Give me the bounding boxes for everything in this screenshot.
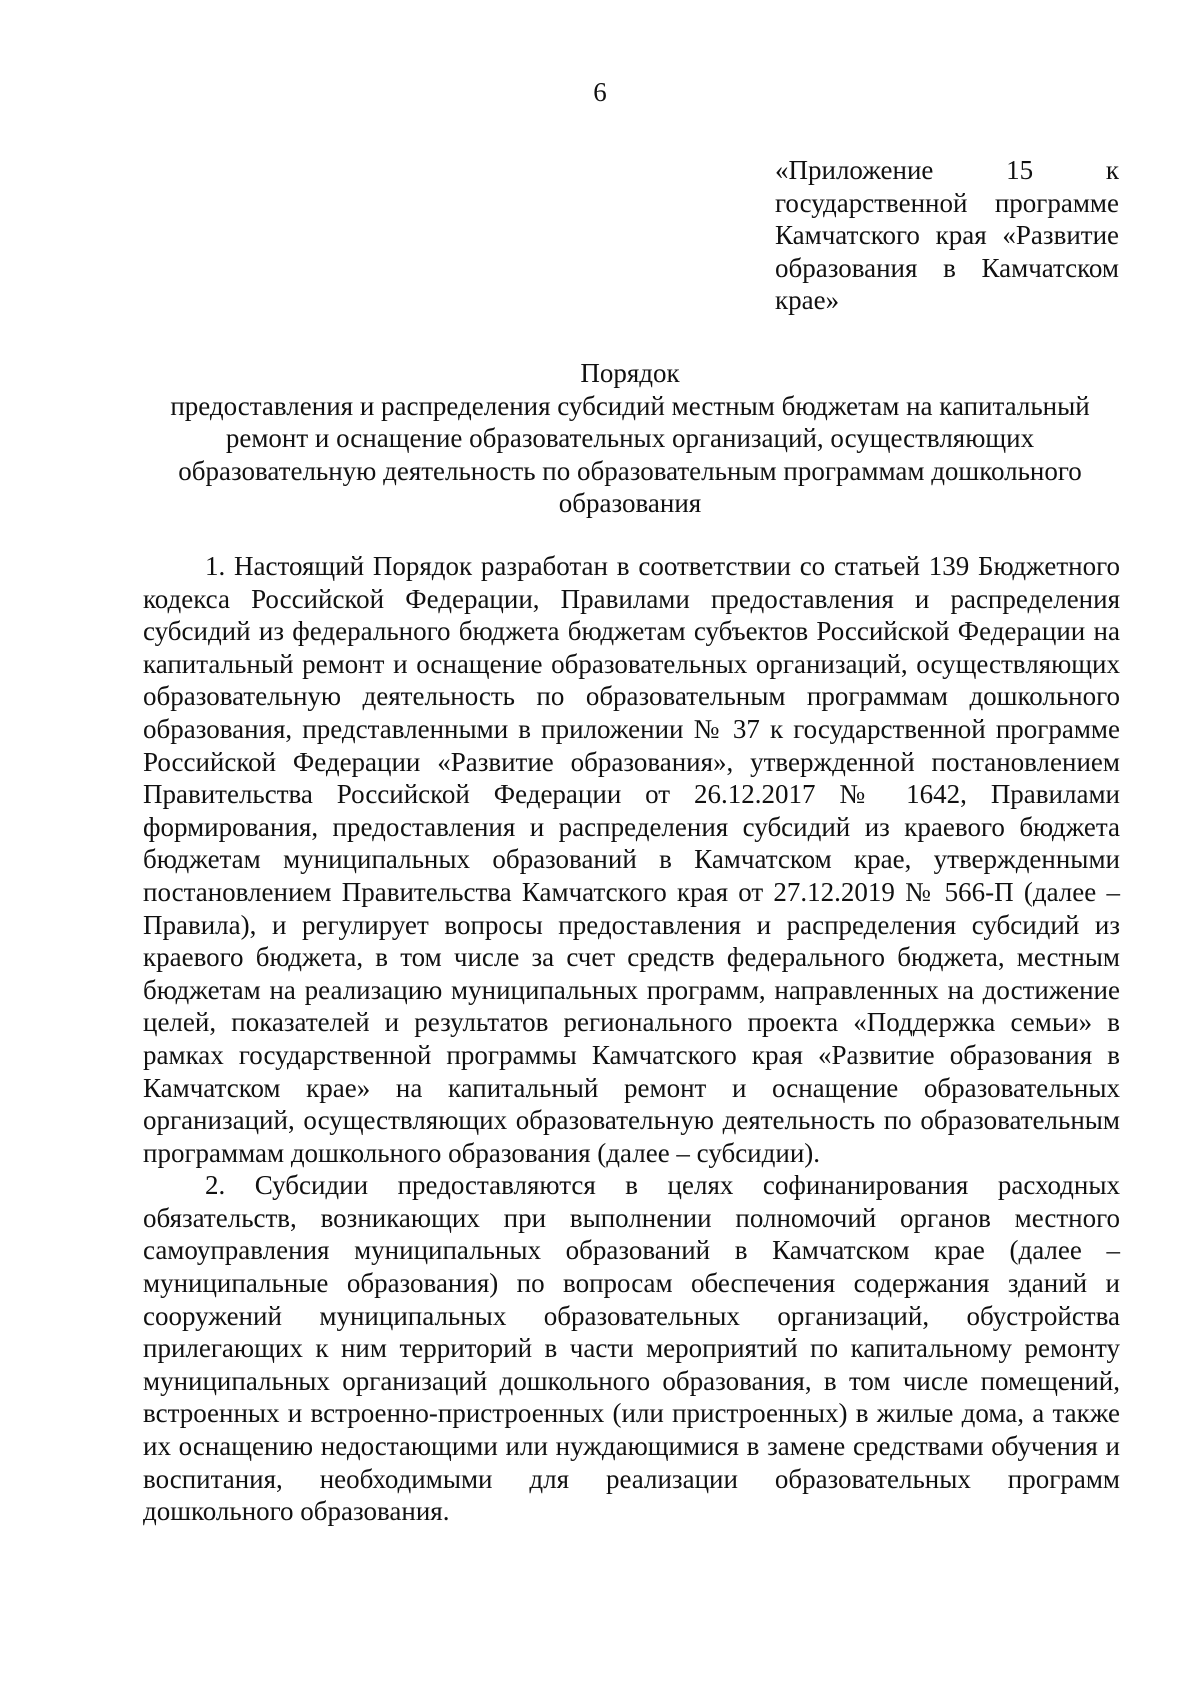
paragraph-1: 1. Настоящий Порядок разработан в соответствии со статьей 139 Бюджетного кодекса Российской Федерации, Правилами предоставления и распределения субсидий из федерального бюджета бюджетам субъектов Российской Федерации на капитальный ремонт и оснащение образовательных организаций, осуществляющих образовательную деятельность по образовательным программам дошкольного образования, представленными в приложении № 37 к государственной программе Российской Федерации «Развитие образования», утвержденной постановлением Правительства Российской Федерации от 26.12.2017 № 1642, Правилами формирования, предоставления и распределения субсидий из краевого бюджета бюджетам муниципальных образований в Камчатском крае, утвержденными постановлением Правительства Камчатского края от 27.12.2019 № 566-П (далее – Правила), и регулирует вопросы предоставления и распределения субсидий из краевого бюджета, в том числе за счет средств федерального бюджета, местным бюджетам на реализацию муниципальных программ, направленных на достижение целей, показателей и результатов регионального проекта «Поддержка семьи» в рамках государственной программы Камчатского края «Развитие образования в Камчатском крае» на капитальный ремонт и оснащение образовательных организаций, осуществляющих образовательную деятельность по образовательным программам дошкольного образования (далее – субсидии). xyxy=(143,551,1120,1168)
page-number: 6 xyxy=(593,77,607,107)
document-body xyxy=(143,550,1120,1528)
document-heading: Порядок xyxy=(580,358,680,388)
document-subtitle: предоставления и распределения субсидий местным бюджетам на капитальный ремонт и оснащение образовательных организаций, осуществляющих образовательную деятельность по образовательным программам дошкольного образования xyxy=(170,390,1090,518)
appendix-reference: «Приложение 15 к государственной программе Камчатского края «Развитие образования в Камчатском крае» xyxy=(775,155,1119,315)
paragraph-2: 2. Субсидии предоставляются в целях софинанирования расходных обязательств, возникающих при выполнении полномочий органов местного самоуправления муниципальных образований в Камчатском крае (далее – муниципальные образования) по вопросам обеспечения содержания зданий и сооружений муниципальных образовательных организаций, обустройства прилегающих к ним территорий в части мероприятий по капитальному ремонту муниципальных организаций дошкольного образования, в том числе помещений, встроенных и встроенно-пристроенных (или пристроенных) в жилые дома, а также их оснащению недостающими или нуждающимися в замене средствами обучения и воспитания, необходимыми для реализации образовательных программ дошкольного образования. xyxy=(143,1170,1120,1527)
document-title-block xyxy=(140,357,1120,520)
